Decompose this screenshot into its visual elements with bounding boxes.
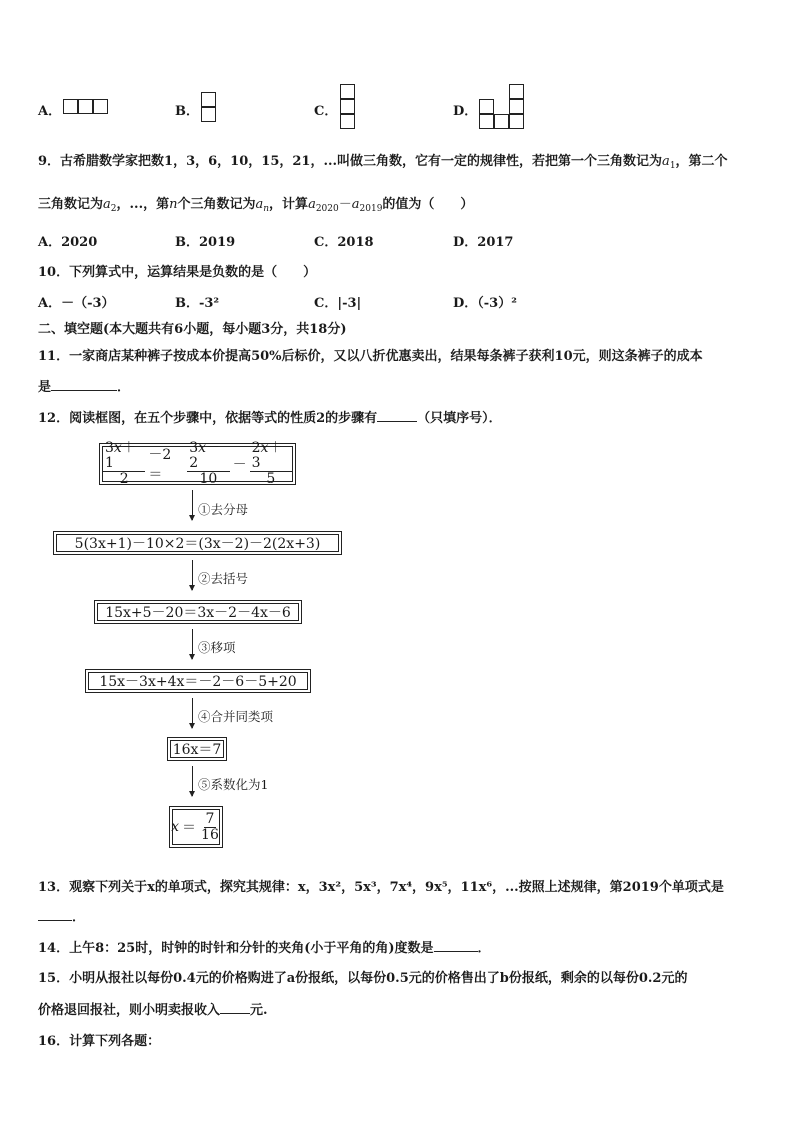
q14-answer-blank[interactable] bbox=[434, 939, 478, 952]
q9-text-6: ，计算 bbox=[269, 197, 309, 212]
flow-equation-3-text: 15x+5－20＝3x－2－4x－6 bbox=[97, 603, 299, 621]
flow-arrow-5 bbox=[192, 766, 193, 796]
flow-equation-2 bbox=[53, 531, 342, 555]
q11-text-b: ． bbox=[117, 380, 131, 395]
q9-text-5: 个三角数记为 bbox=[177, 197, 256, 212]
q14-text-a: 14．上午8：25时，时钟的时针和分针的夹角(小于平角的角)度数是 bbox=[38, 941, 434, 956]
q11-answer-blank[interactable] bbox=[51, 378, 117, 391]
flow-step-4: ④合并同类项 bbox=[198, 709, 274, 724]
q9-text-3: 三角数记为 bbox=[38, 197, 104, 212]
q10-option-d: D．（-3）² bbox=[453, 296, 517, 311]
q12-text-b: （只填序号）． bbox=[417, 411, 502, 426]
flow-step-5: ⑤系数化为1 bbox=[198, 777, 269, 792]
flow-step-3: ③移项 bbox=[198, 640, 236, 655]
q9-stem-line2: 三角数记为$a_2$，...，第n个三角数记为$a_n$，计算$a_{2020}-a_{2019}$的值为（ ） bbox=[38, 197, 474, 214]
q11-line2 bbox=[38, 376, 130, 395]
q13-answer-blank[interactable] bbox=[38, 908, 72, 921]
q9-option-b: B．2019 bbox=[175, 235, 236, 250]
flow-equation-5-text: 16x＝7 bbox=[170, 740, 224, 758]
flow-equation-5 bbox=[167, 737, 227, 761]
q10-stem: 10．下列算式中，运算结果是负数的是（ ） bbox=[38, 265, 317, 280]
flow-equation-6: x ＝ $\frac{7}{16}$ bbox=[169, 806, 223, 848]
flow-equation-3 bbox=[94, 600, 302, 624]
q15-line2 bbox=[38, 999, 268, 1018]
q12-stem bbox=[38, 407, 502, 426]
q9-text-2: ，第二个 bbox=[675, 154, 728, 169]
q13-end: ． bbox=[72, 910, 86, 925]
q13-stem: 13．观察下列关于x的单项式，探究其规律：x，3x²，5x³，7x⁴，9x⁵，11x⁶，...按照上述规律，第2019个单项式是 bbox=[38, 880, 724, 895]
q9-text-1: 9．古希腊数学家把数1，3，6，10，15，21，...叫做三角数，它有一定的规律性，若把第一个三角数记为 bbox=[38, 154, 663, 169]
flow-arrow-1 bbox=[192, 490, 193, 520]
q9-option-d: D．2017 bbox=[453, 235, 514, 250]
q13-answer-line bbox=[38, 906, 85, 925]
flow-step-1: ①去分母 bbox=[198, 502, 249, 517]
q16-stem: 16．计算下列各题： bbox=[38, 1034, 161, 1049]
q15-text-a: 价格退回报社，则小明卖报收入 bbox=[38, 1003, 221, 1018]
q10-option-c: C．|-3| bbox=[314, 296, 362, 311]
section-heading: 二、填空题(本大题共有6小题，每小题3分，共18分) bbox=[38, 322, 347, 337]
flow-equation-1: $\frac{3x+1}{2}$ －2＝ $\frac{3x-2}{10}$ － $\frac{2x+3}{5}$ bbox=[99, 443, 296, 485]
q9-option-c: C．2018 bbox=[314, 235, 374, 250]
q15-line1: 15．小明从报社以每份0.4元的价格购进了a份报纸，以每份0.5元的价格售出了b份报纸，剩余的以每份0.2元的 bbox=[38, 971, 688, 986]
q15-answer-blank[interactable] bbox=[220, 1001, 250, 1014]
q11-line1: 11．一家商店某种裤子按成本价提高50%后标价，又以八折优惠卖出，结果每条裤子获利10元，则这条裤子的成本 bbox=[38, 349, 703, 364]
q12-answer-blank[interactable] bbox=[377, 409, 417, 422]
q11-text-a: 是 bbox=[38, 380, 52, 395]
q9-option-a: A．2020 bbox=[38, 235, 98, 250]
flow-arrow-3 bbox=[192, 629, 193, 659]
q14-stem bbox=[38, 937, 491, 956]
q9-stem-line1: 9．古希腊数学家把数1，3，6，10，15，21，...叫做三角数，它有一定的规律性，若把第一个三角数记为$a_1$，第二个 bbox=[38, 154, 728, 171]
flow-equation-4 bbox=[85, 669, 311, 693]
flow-equation-2-text: 5(3x+1)－10×2＝(3x－2)－2(2x+3) bbox=[56, 534, 339, 552]
q10-option-a: A．－（-3） bbox=[38, 296, 115, 311]
q15-text-b: 元. bbox=[250, 1003, 268, 1018]
flow-arrow-4 bbox=[192, 698, 193, 728]
q8-option-b-label: B． bbox=[175, 104, 199, 119]
q8-option-d-label: D． bbox=[453, 104, 478, 119]
q8-option-a-label: A． bbox=[38, 104, 62, 119]
q14-text-b: ． bbox=[477, 941, 491, 956]
flow-equation-4-text: 15x－3x+4x＝－2－6－5+20 bbox=[88, 672, 308, 690]
q10-option-b: B．-3² bbox=[175, 296, 220, 311]
flow-arrow-2 bbox=[192, 560, 193, 590]
q9-text-4: ，...，第 bbox=[116, 197, 170, 212]
q9-text-7: 的值为（ ） bbox=[382, 197, 474, 212]
flow-step-2: ②去括号 bbox=[198, 571, 249, 586]
q8-option-c-label: C． bbox=[314, 104, 338, 119]
q12-text-a: 12．阅读框图，在五个步骤中，依据等式的性质2的步骤有 bbox=[38, 411, 378, 426]
